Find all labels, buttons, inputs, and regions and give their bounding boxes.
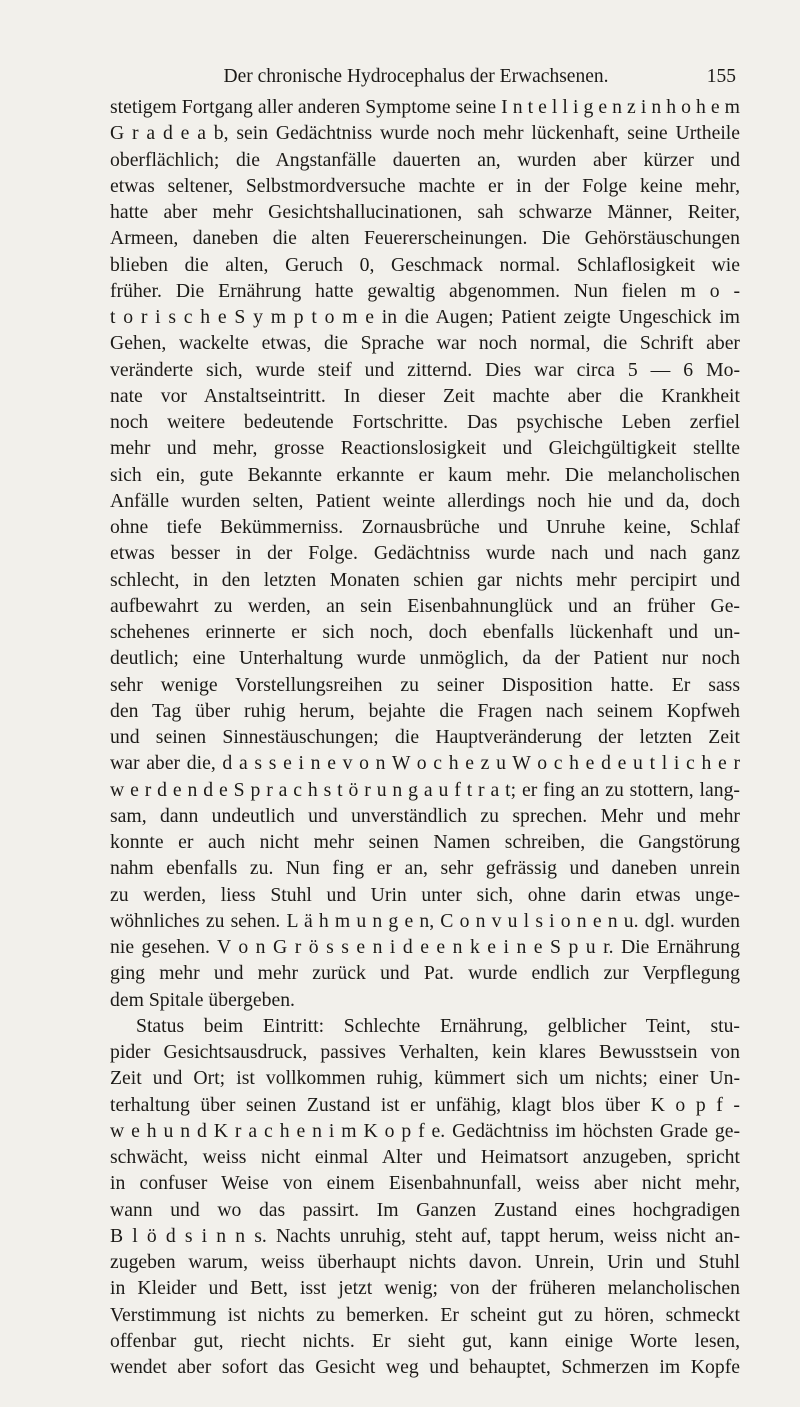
page-number: 155 bbox=[706, 66, 736, 87]
text-line: Anfälle wurden selten, Patient weinte allerdings noch hie und da, doch bbox=[110, 489, 740, 512]
text-line: hatte aber mehr Gesichtshallucinationen, sah schwarze Männer, Reiter, bbox=[110, 201, 740, 223]
text-line: schlecht, in den letzten Monaten schien gar nichts mehr percipirt und bbox=[110, 568, 740, 591]
text-line: und seinen Sinnestäuschungen; die Hauptveränderung der letzten Zeit bbox=[110, 726, 740, 748]
text-line: nate vor Anstaltseintritt. In dieser Zeit machte aber die Krankheit bbox=[110, 384, 740, 407]
text-line: noch weitere bedeutende Fortschritte. Das psychische Leben zerfiel bbox=[110, 411, 740, 433]
text-line: in confuser Weise von einem Eisenbahnunfall, weiss aber nicht mehr, bbox=[110, 1172, 740, 1195]
text-line: mehr und mehr, grosse Reactionslosigkeit und Gleichgültigkeit stellte bbox=[110, 437, 740, 460]
text-line: terhaltung über seinen Zustand ist er unfähig, klagt blos über K o p f - bbox=[110, 1093, 740, 1116]
text-line: sam, dann undeutlich und unverständlich zu sprechen. Mehr und mehr bbox=[110, 804, 740, 827]
text-line: nie gesehen. V o n G r ö s s e n i d e e n k e i n e S p u r. Die Ernährung bbox=[110, 936, 740, 958]
text-line: konnte er auch nicht mehr seinen Namen schreiben, die Gangstörung bbox=[110, 831, 740, 853]
text-line: sehr wenige Vorstellungsreihen zu seiner Disposition hatte. Er sass bbox=[110, 673, 740, 696]
text-line: aufbewahrt zu werden, an sein Eisenbahnunglück und an früher Ge- bbox=[110, 594, 740, 617]
text-line: Status beim Eintritt: Schlechte Ernährung, gelblicher Teint, stu- bbox=[136, 1014, 740, 1037]
text-line: Zeit und Ort; ist vollkommen ruhig, kümmert sich um nichts; einer Un- bbox=[110, 1067, 740, 1090]
text-line bbox=[110, 1380, 740, 1406]
chapter-title: Der chronische Hydrocephalus der Erwachsenen. bbox=[223, 66, 609, 87]
text-line: nahm ebenfalls zu. Nun fing er an, sehr gefrässig und daneben unrein bbox=[110, 857, 740, 880]
text-line: etwas besser in der Folge. Gedächtniss wurde nach und nach ganz bbox=[110, 542, 740, 565]
text-line: stetigem Fortgang aller anderen Symptome seine I n t e l l i g e n z i n h o h e m bbox=[110, 96, 740, 118]
text-line: veränderte sich, wurde steif und zitternd. Dies war circa 5 — 6 Mo- bbox=[110, 358, 740, 381]
text-line: oberflächlich; die Angstanfälle dauerten an, wurden aber kürzer und bbox=[110, 148, 740, 171]
text-line: pider Gesichtsausdruck, passives Verhalten, kein klares Bewusstsein von bbox=[110, 1041, 740, 1063]
text-line: wendet aber sofort das Gesicht weg und behauptet, Schmerzen im Kopfe bbox=[110, 1356, 740, 1378]
body-text bbox=[110, 94, 740, 1407]
text-line: wöhnliches zu sehen. L ä h m u n g e n, C o n v u l s i o n e n u. dgl. wurden bbox=[110, 909, 740, 932]
running-head bbox=[96, 62, 736, 92]
text-line: Gehen, wackelte etwas, die Sprache war noch normal, die Schrift aber bbox=[110, 332, 740, 355]
text-line: ohne tiefe Bekümmerniss. Zornausbrüche und Unruhe keine, Schlaf bbox=[110, 516, 740, 538]
text-line: offenbar gut, riecht nichts. Er sieht gut, kann einige Worte lesen, bbox=[110, 1329, 740, 1352]
text-line: zugeben warum, weiss überhaupt nichts davon. Unrein, Urin und Stuhl bbox=[110, 1251, 740, 1273]
text-line: B l ö d s i n n s. Nachts unruhig, steht auf, tappt herum, weiss nicht an- bbox=[110, 1224, 740, 1247]
text-line: Verstimmung ist nichts zu bemerken. Er scheint gut zu hören, schmeckt bbox=[110, 1303, 740, 1326]
text-line: wann und wo das passirt. Im Ganzen Zustand eines hochgradigen bbox=[110, 1198, 740, 1221]
text-line: ging mehr und mehr zurück und Pat. wurde endlich zur Verpflegung bbox=[110, 962, 740, 985]
text-line: etwas seltener, Selbstmordversuche machte er in der Folge keine mehr, bbox=[110, 174, 740, 197]
text-line: dem Spitale übergeben. bbox=[110, 988, 295, 1011]
text-line: früher. Die Ernährung hatte gewaltig abgenommen. Nun fielen m o - bbox=[110, 279, 740, 302]
text-line: den Tag über ruhig herum, bejahte die Fragen nach seinem Kopfweh bbox=[110, 699, 740, 722]
text-line: Armeen, daneben die alten Feuererscheinungen. Die Gehörstäuschungen bbox=[110, 227, 740, 250]
text-line: blieben die alten, Geruch 0, Geschmack normal. Schlaflosigkeit wie bbox=[110, 253, 740, 276]
text-line: t o r i s c h e S y m p t o m e in die Augen; Patient zeigte Ungeschick im bbox=[110, 306, 740, 328]
text-line: schwächt, weiss nicht einmal Alter und Heimatsort anzugeben, spricht bbox=[110, 1146, 740, 1168]
text-line: w e r d e n d e S p r a c h s t ö r u n g a u f t r a t; er fing an zu stottern, lang- bbox=[110, 778, 740, 801]
text-line: G r a d e a b, sein Gedächtniss wurde noch mehr lückenhaft, seine Urtheile bbox=[110, 122, 740, 145]
text-line: zu werden, liess Stuhl und Urin unter sich, ohne darin etwas unge- bbox=[110, 883, 740, 906]
text-line: in Kleider und Bett, isst jetzt wenig; von der früheren melancholischen bbox=[110, 1277, 740, 1300]
text-line: war aber die, d a s s e i n e v o n W o c h e z u W o c h e d e u t l i c h e r bbox=[110, 752, 740, 775]
text-line: sich ein, gute Bekannte erkannte er kaum mehr. Die melancholischen bbox=[110, 463, 740, 486]
text-line: schehenes erinnerte er sich noch, doch ebenfalls lückenhaft und un- bbox=[110, 621, 740, 643]
text-line: deutlich; eine Unterhaltung wurde unmöglich, da der Patient nur noch bbox=[110, 647, 740, 670]
text-line: w e h u n d K r a c h e n i m K o p f e. Gedächtniss im höchsten Grade ge- bbox=[110, 1119, 740, 1142]
